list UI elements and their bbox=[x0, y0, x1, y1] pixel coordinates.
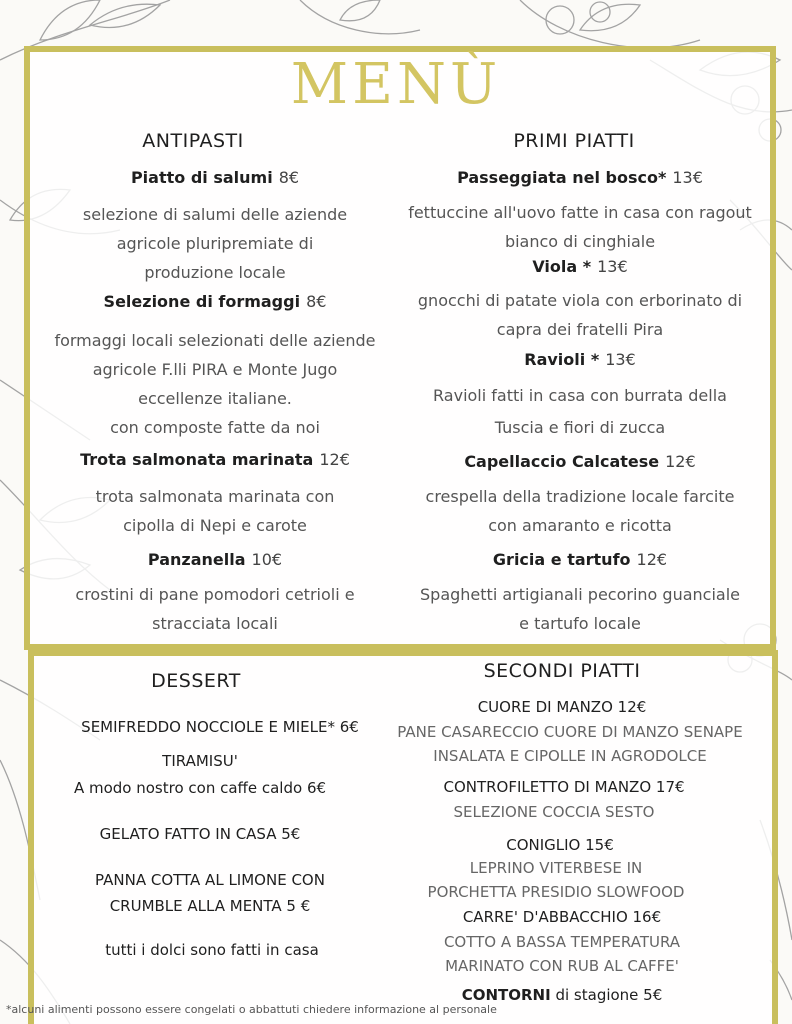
item-description: selezione di salumi delle aziende agricole pluripremiate di produzione locale bbox=[82, 205, 348, 282]
menu-item: Viola * 13€ bbox=[532, 257, 628, 276]
primi-heading: PRIMI PIATTI bbox=[513, 130, 635, 152]
secondi-item-name: CUORE DI MANZO 12€ bbox=[477, 698, 647, 716]
menu-item: Piatto di salumi 8€ bbox=[130, 168, 300, 187]
secondi-item-name: CARRE' D'ABBACCHIO 16€ bbox=[462, 908, 662, 926]
dessert-section bbox=[40, 668, 400, 968]
secondi-heading: SECONDI PIATTI bbox=[483, 660, 641, 682]
menu-item: Ravioli * 13€ bbox=[524, 350, 636, 369]
item-description: trota salmonata marinata con cipolla di Nepi e carote bbox=[95, 487, 335, 535]
antipasti-heading: ANTIPASTI bbox=[142, 130, 244, 152]
dessert-item: TIRAMISU' bbox=[162, 752, 238, 770]
item-description: crespella della tradizione locale farcite con amaranto e ricotta bbox=[425, 487, 735, 535]
secondi-section bbox=[386, 658, 766, 1008]
dessert-item: CRUMBLE ALLA MENTA 5 € bbox=[109, 897, 311, 915]
item-description: PANE CASARECCIO CUORE DI MANZO SENAPE INSALATA E CIPOLLE IN AGRODOLCE bbox=[397, 723, 743, 765]
item-description: Ravioli fatti in casa con burrata della Tuscia e fiori di zucca bbox=[433, 386, 727, 437]
menu-title: MENÙ bbox=[290, 52, 502, 117]
menu-item: Capellaccio Calcatese 12€ bbox=[464, 452, 696, 471]
menu-item: Panzanella 10€ bbox=[147, 550, 283, 569]
footnote: *alcuni alimenti possono essere congelati o abbattuti chiedere informazione al personale bbox=[6, 1003, 497, 1016]
item-description: fettuccine all'uovo fatte in casa con ragout bianco di cinghiale bbox=[408, 203, 752, 251]
item-description: COTTO A BASSA TEMPERATURA MARINATO CON RUB AL CAFFE' bbox=[443, 933, 681, 975]
secondi-item-name: CONTROFILETTO DI MANZO 17€ bbox=[443, 778, 685, 796]
contorni-line: CONTORNI di stagione 5€ bbox=[461, 986, 663, 1004]
menu-item: Selezione di formaggi 8€ bbox=[103, 292, 327, 311]
dessert-heading: DESSERT bbox=[151, 670, 241, 692]
dessert-item: GELATO FATTO IN CASA 5€ bbox=[99, 825, 301, 843]
dessert-item: PANNA COTTA AL LIMONE CON bbox=[95, 871, 325, 889]
item-description: gnocchi di patate viola con erborinato di capra dei fratelli Pira bbox=[417, 291, 743, 339]
menu-item: Gricia e tartufo 12€ bbox=[492, 550, 668, 569]
dessert-item: A modo nostro con caffe caldo 6€ bbox=[73, 779, 327, 797]
item-description: formaggi locali selezionati delle aziende agricole F.lli PIRA e Monte Jugo eccellenze italiane. con composte fatte da noi bbox=[54, 331, 376, 437]
item-description: crostini di pane pomodori cetrioli e stracciata locali bbox=[75, 585, 355, 633]
item-description: Spaghetti artigianali pecorino guanciale e tartufo locale bbox=[420, 585, 740, 633]
item-description: SELEZIONE COCCIA SESTO bbox=[453, 803, 655, 821]
menu-item: Passeggiata nel bosco* 13€ bbox=[457, 168, 703, 187]
item-description: LEPRINO VITERBESE IN PORCHETTA PRESIDIO SLOWFOOD bbox=[427, 859, 685, 901]
menu-item: Trota salmonata marinata 12€ bbox=[80, 450, 350, 469]
secondi-item-name: CONIGLIO 15€ bbox=[506, 836, 614, 854]
primi-section bbox=[400, 130, 760, 640]
dessert-item: SEMIFREDDO NOCCIOLE E MIELE* 6€ bbox=[81, 718, 359, 736]
dessert-note: tutti i dolci sono fatti in casa bbox=[105, 941, 319, 959]
antipasti-section bbox=[40, 130, 390, 640]
